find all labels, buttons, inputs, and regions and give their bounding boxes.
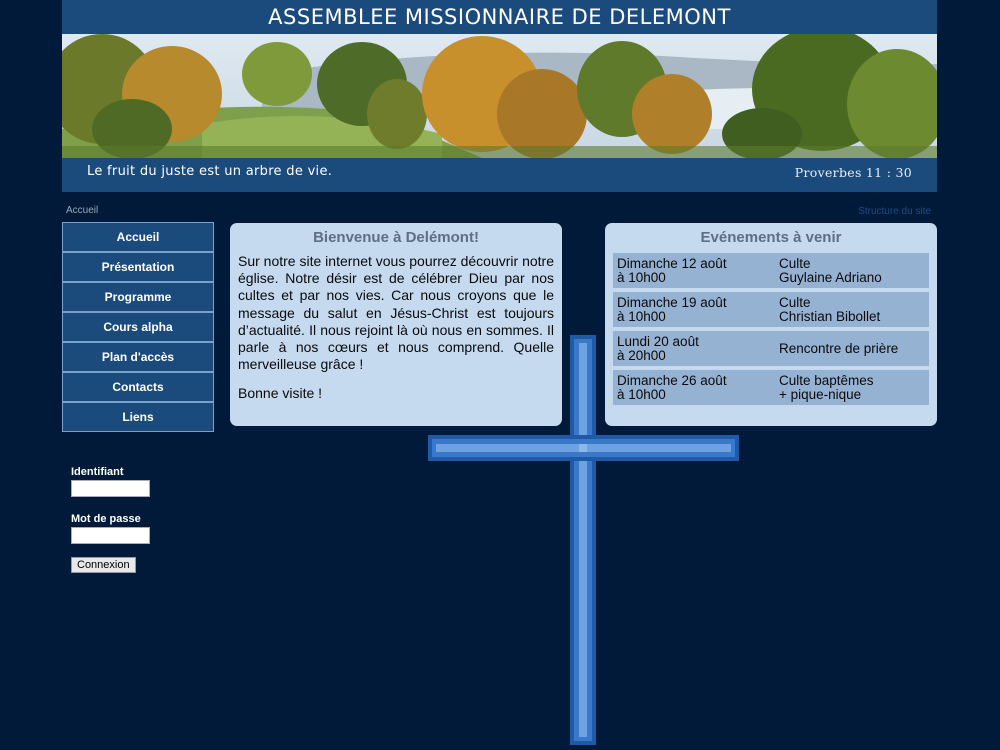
- event-type: Culte: [779, 295, 811, 310]
- event-date-day: Dimanche 12 août: [617, 256, 727, 271]
- nav-item-plan-acces[interactable]: Plan d'accès: [62, 342, 214, 372]
- username-input[interactable]: [71, 480, 150, 497]
- event-date-time: à 10h00: [617, 269, 666, 285]
- event-description: [779, 296, 880, 323]
- breadcrumb[interactable]: Accueil: [66, 205, 99, 216]
- event-row[interactable]: [613, 331, 929, 366]
- event-date: [617, 296, 727, 323]
- event-date: [617, 374, 727, 401]
- nav-item-programme[interactable]: Programme: [62, 282, 214, 312]
- event-detail: + pique-nique: [779, 386, 862, 402]
- event-date-time: à 10h00: [617, 308, 666, 324]
- password-input[interactable]: [71, 527, 150, 544]
- nav-item-contacts[interactable]: Contacts: [62, 372, 214, 402]
- event-row[interactable]: [613, 253, 929, 288]
- site-title: ASSEMBLEE MISSIONNAIRE DE DELEMONT: [268, 5, 731, 29]
- event-row[interactable]: [613, 370, 929, 405]
- event-date-day: Lundi 20 août: [617, 334, 699, 349]
- event-detail: Guylaine Adriano: [779, 269, 882, 285]
- event-date-time: à 10h00: [617, 386, 666, 402]
- event-detail: Christian Bibollet: [779, 308, 881, 324]
- nav-item-liens[interactable]: Liens: [62, 402, 214, 432]
- welcome-closing: Bonne visite !: [238, 385, 323, 402]
- event-description: [779, 342, 898, 356]
- event-type: Culte: [779, 256, 811, 271]
- events-panel: [605, 223, 937, 426]
- event-description: [779, 374, 874, 401]
- event-date: [617, 335, 699, 362]
- nav-item-presentation[interactable]: Présentation: [62, 252, 214, 282]
- event-type: Culte baptêmes: [779, 373, 874, 388]
- login-button[interactable]: Connexion: [71, 557, 136, 573]
- events-title: Evénements à venir: [700, 229, 842, 246]
- event-date-day: Dimanche 26 août: [617, 373, 727, 388]
- banner-image: [62, 34, 937, 158]
- motto-text: Le fruit du juste est un arbre de vie.: [87, 164, 333, 179]
- welcome-panel: [230, 223, 562, 426]
- password-label: Mot de passe: [71, 513, 141, 525]
- event-date-time: à 20h00: [617, 347, 666, 363]
- sitemap-link[interactable]: Structure du site: [858, 206, 931, 217]
- event-type: Rencontre de prière: [779, 341, 899, 356]
- main-nav: [62, 222, 214, 432]
- event-row[interactable]: [613, 292, 929, 327]
- welcome-text: Sur notre site internet vous pourrez découvrir notre église. Notre désir est de célébrer Dieu par nos cultes et par nos vies. Car nous croyons que le message du salut en Jésus-Christ est toujours d’actualité. Il nous rejoint là où nous en sommes. Il parle à nos cœurs et nous comprend. Quelle merveilleuse grâce !: [238, 253, 554, 373]
- event-date-day: Dimanche 19 août: [617, 295, 727, 310]
- verse-reference: Proverbes 11 : 30: [794, 165, 912, 180]
- nav-item-cours-alpha[interactable]: Cours alpha: [62, 312, 214, 342]
- username-label: Identifiant: [71, 466, 124, 478]
- login-form: [71, 466, 150, 573]
- site-header: [62, 0, 937, 192]
- welcome-title: Bienvenue à Delémont!: [313, 229, 479, 246]
- event-date: [617, 257, 727, 284]
- nav-item-accueil[interactable]: Accueil: [62, 222, 214, 252]
- event-description: [779, 257, 882, 284]
